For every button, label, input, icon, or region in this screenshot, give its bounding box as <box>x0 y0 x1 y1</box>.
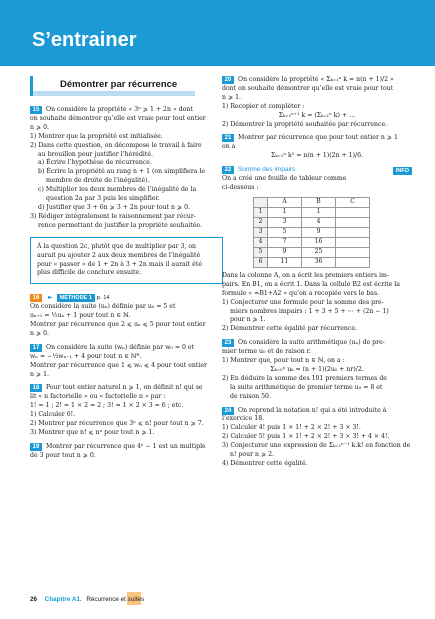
exercise-number: 19 <box>30 443 42 451</box>
exercise-text: de 3 pour tout n ⩾ 0. <box>30 451 96 459</box>
exercise-text: Montrer par récurrence que 2 ⩽ uₙ ⩽ 5 pour tout entier <box>30 321 206 329</box>
table-cell <box>336 237 370 247</box>
exercise-formula: Σₖ₌₁ⁿ⁺¹ k = (Σₖ₌₁ⁿ k) + … <box>278 111 356 119</box>
exercise-question: 2) Démontrer cette égalité par récurrence. <box>222 325 357 333</box>
exercise-number: 18 <box>30 384 42 392</box>
section-title-underline <box>33 91 195 96</box>
row-header: 5 <box>254 247 268 257</box>
exercise-subquestion: b) Écrire la propriété au rang n + 1 (on simplifiera le <box>38 168 206 176</box>
exercise-question: 4) Démontrer cette égalité. <box>222 460 308 467</box>
exercise-text: au brouillon pour justifier l’hérédité. <box>38 150 154 158</box>
table-row <box>254 207 370 217</box>
exercise-text: On considère la propriété « Σₖ₌₁ⁿ k = n(n + 1)/2 » <box>238 76 394 83</box>
row-header: 3 <box>254 227 268 237</box>
exercise-number: 20 <box>222 76 234 84</box>
exercise-question: 2) Dans cette question, on décompose le travail à faire <box>30 141 202 149</box>
exercise-text: On considère la suite arithmétique (uₙ) de pre- <box>238 339 385 347</box>
chapter-label: Chapitre A1. <box>44 596 82 603</box>
info-badge: INFO <box>393 167 412 175</box>
row-header: 2 <box>254 217 268 227</box>
note-box <box>30 237 223 285</box>
exercise-text: n! pour n ⩾ 2. <box>230 451 275 459</box>
exercise-question: 2) Démontrer la propriété souhaitée par récurrence. <box>222 120 388 128</box>
exercise-text: on souhaite démontrer qu’elle est vraie pour tout entier <box>30 114 206 122</box>
exercise-20 <box>222 76 412 129</box>
exercise-text: ci-dessous : <box>222 183 259 191</box>
exercise-text: n ⩾ 0. <box>30 123 50 131</box>
table-row <box>254 247 370 257</box>
exercise-text: On considère la suite (wₙ) définie par w₀ = 0 et <box>46 343 195 351</box>
chapter-title: Récurrence et suites <box>86 596 145 603</box>
table-row <box>254 257 370 267</box>
exercise-15 <box>30 106 223 231</box>
exercise-text: pour n ⩾ 1. <box>230 316 266 324</box>
table-header-cell: C <box>336 197 370 207</box>
exercise-text: question 2a par 3 puis les simplifier. <box>46 195 160 203</box>
table-cell <box>336 207 370 217</box>
exercise-number: 17 <box>30 344 42 352</box>
exercise-question: 1) Montrer que la propriété est initialisée. <box>30 132 163 140</box>
exercise-17 <box>30 344 223 380</box>
exercise-text: de raison 50. <box>230 392 271 400</box>
exercise-18 <box>30 384 223 437</box>
exercise-number: 24 <box>222 407 234 415</box>
exercise-question: 1) Conjecturer une formule pour la somme des pre- <box>222 298 384 306</box>
exercise-question: 3) Rédiger intégralement le raisonnement par récur- <box>30 212 196 220</box>
exercise-number: 16 <box>30 294 42 302</box>
exercise-text: pairs. En B1, on a écrit 1. Dans la cellule B2 est écrite la <box>222 280 400 288</box>
exercise-19 <box>30 443 223 461</box>
exercise-question: 1) Montrer que, pour tout n ∈ ℕ, on a : <box>222 357 345 365</box>
table-header-cell: B <box>302 197 336 207</box>
exercise-number: 15 <box>30 106 42 114</box>
table-cell: 1 <box>302 207 336 217</box>
exercise-text: Montrer par récurrence que 1 ⩽ wₙ ⩽ 4 pour tout entier <box>30 361 207 369</box>
exercise-text: on a <box>222 143 236 151</box>
section-title-text: Démontrer par récurrence <box>60 79 178 90</box>
exercise-question: 2) En déduire la somme des 101 premiers termes de <box>222 374 387 382</box>
exercise-text: l’exercice 18. <box>222 415 265 423</box>
exercise-question: 2) Montrer par récurrence que 3ⁿ ⩽ n! pour tout n ⩾ 7. <box>30 420 204 428</box>
note-text: pour « passer » de 1 + 2n à 3 + 2n mais il aurait été <box>37 260 202 268</box>
table-cell <box>336 227 370 237</box>
table-cell <box>336 247 370 257</box>
table-header-cell: A <box>268 197 302 207</box>
exercise-text: mier terme u₀ et de raison r. <box>222 348 311 356</box>
table-cell: 9 <box>302 227 336 237</box>
table-row <box>254 217 370 227</box>
exercise-formula: Σₖ₌₁ⁿ k² = n(n + 1)(2n + 1)/6. <box>270 152 363 160</box>
table-cell: 5 <box>268 227 302 237</box>
table-row <box>254 237 370 247</box>
row-header: 6 <box>254 257 268 267</box>
exercise-number: 23 <box>222 339 234 347</box>
exercise-question: 1) Calculer 4! puis 1 × 1! + 2 × 2! + 3 × 3!. <box>222 424 361 432</box>
exercise-23 <box>222 339 412 401</box>
exercise-subquestion: a) Écrire l’hypothèse de récurrence. <box>38 159 152 167</box>
row-header: 1 <box>254 207 268 217</box>
exercise-text: wₙ = −⅓wₙ₋₁ + 4 pour tout n ∈ ℕ*. <box>30 352 142 360</box>
exercise-text: Montrer par récurrence que pour tout entier n ⩾ 1 <box>238 134 398 142</box>
page-reference: p. 14 <box>96 295 110 302</box>
exercise-text: On reprend la notation n! qui a été introduite à <box>238 406 387 414</box>
table-cell: 25 <box>302 247 336 257</box>
section-title <box>30 76 223 96</box>
method-link[interactable]: MÉTHODE 1 <box>57 294 95 302</box>
exercise-text: On considère la propriété « 3ⁿ ⩾ 1 + 2n » dont <box>46 106 193 113</box>
exercise-subquestion: d) Justifier que 3 + 6n ⩾ 3 + 2n pour tout n ⩾ 0. <box>38 203 191 211</box>
table-cell: 4 <box>302 217 336 227</box>
note-text: À la question 2c, plutôt que de multiplier par 3, on <box>37 242 197 250</box>
table-cell <box>336 217 370 227</box>
table-header-cell <box>254 197 268 207</box>
exercise-number: 22 <box>222 166 234 174</box>
exercise-text: la suite arithmétique de premier terme u₀ = 8 et <box>230 383 383 391</box>
exercise-question: 3) Montrer que n! ⩽ nⁿ pour tout n ⩾ 1. <box>30 429 155 436</box>
exercise-number: 21 <box>222 134 234 142</box>
exercise-text: n ⩾ 1. <box>222 93 242 101</box>
exercise-question: 3) Conjecturer une expression de Σₖ₌₁ⁿ⁻¹ k.k! en fonction de <box>222 442 411 450</box>
exercise-text: n ⩾ 0. <box>30 329 50 337</box>
arrow-right-icon: ► <box>47 294 53 302</box>
table-cell: 36 <box>302 257 336 267</box>
exercise-text: lit « n factorielle » ou « factorielle n » par : <box>30 393 166 401</box>
note-text: plus difficile de conclure ensuite. <box>37 269 142 277</box>
page-footer <box>30 596 144 603</box>
row-header: 4 <box>254 237 268 247</box>
table-header-row <box>254 197 370 207</box>
exercise-text: Pour tout entier naturel n ⩾ 1, on définit n! qui se <box>46 384 203 392</box>
table-cell <box>336 257 370 267</box>
right-column <box>222 76 412 474</box>
exercise-question: 2) Calculer 5! puis 1 × 1! + 2 × 2! + 3 × 3! + 4 × 4!. <box>222 433 390 441</box>
exercise-title: Somme des impairs <box>238 166 296 174</box>
exercise-text: membre de droite de l’inégalité). <box>46 177 150 185</box>
exercise-text: Dans la colonne A, on a écrit les premiers entiers im- <box>222 271 389 279</box>
exercise-24 <box>222 407 412 469</box>
exercise-text: Montrer par récurrence que 4ⁿ − 1 est un multiple <box>46 442 206 450</box>
exercise-question: 1) Calculer 6!. <box>30 411 76 419</box>
page-title: S’entrainer <box>32 29 137 51</box>
spreadsheet-table <box>253 197 370 268</box>
exercise-text: dont on souhaite démontrer qu’elle est vraie pour tout <box>222 84 394 92</box>
table-cell: 3 <box>268 217 302 227</box>
table-cell: 16 <box>302 237 336 247</box>
page-number: 26 <box>30 596 38 603</box>
header-bar <box>0 0 435 66</box>
table-cell: 9 <box>268 247 302 257</box>
exercise-22 <box>222 166 412 334</box>
exercise-text: miers nombres impairs : 1 + 3 + 5 + ⋯ + (2n − 1) <box>230 307 389 315</box>
exercise-text: n ⩾ 1. <box>30 370 50 378</box>
table-row <box>254 227 370 237</box>
exercise-21 <box>222 134 412 161</box>
exercise-text: rence permettant de justifier la propriété souhaitée. <box>38 221 203 229</box>
table-cell: 1 <box>268 207 302 217</box>
exercise-formula: Σₖ₌₀ⁿ uₖ = (n + 1)(2u₀ + nr)/2. <box>270 365 364 373</box>
exercise-text: uₙ₊₁ = ½uₙ + 1 pour tout n ∈ ℕ. <box>30 312 131 320</box>
exercise-subquestion: c) Multiplier les deux membres de l’inégalité de la <box>38 186 197 194</box>
exercise-16 <box>30 294 223 339</box>
exercise-question: 1) Recopier et compléter : <box>222 102 305 110</box>
exercise-text: On considère la suite (uₙ) définie par u₀ = 5 et <box>30 303 176 311</box>
left-column <box>30 76 223 466</box>
exercise-text: On a créé une feuille de tableur comme <box>222 175 347 183</box>
exercise-text: 1! = 1 ; 2! = 1 × 2 = 2 ; 3! = 1 × 2 × 3 = 6 ; etc. <box>30 402 184 410</box>
table-cell: 7 <box>268 237 302 247</box>
note-text: aurait pu ajouter 2 aux deux membres de l’inégalité <box>37 251 201 259</box>
table-cell: 11 <box>268 257 302 267</box>
exercise-text: formule « =B1+A2 » qu’on a recopiée vers le bas. <box>222 289 380 297</box>
